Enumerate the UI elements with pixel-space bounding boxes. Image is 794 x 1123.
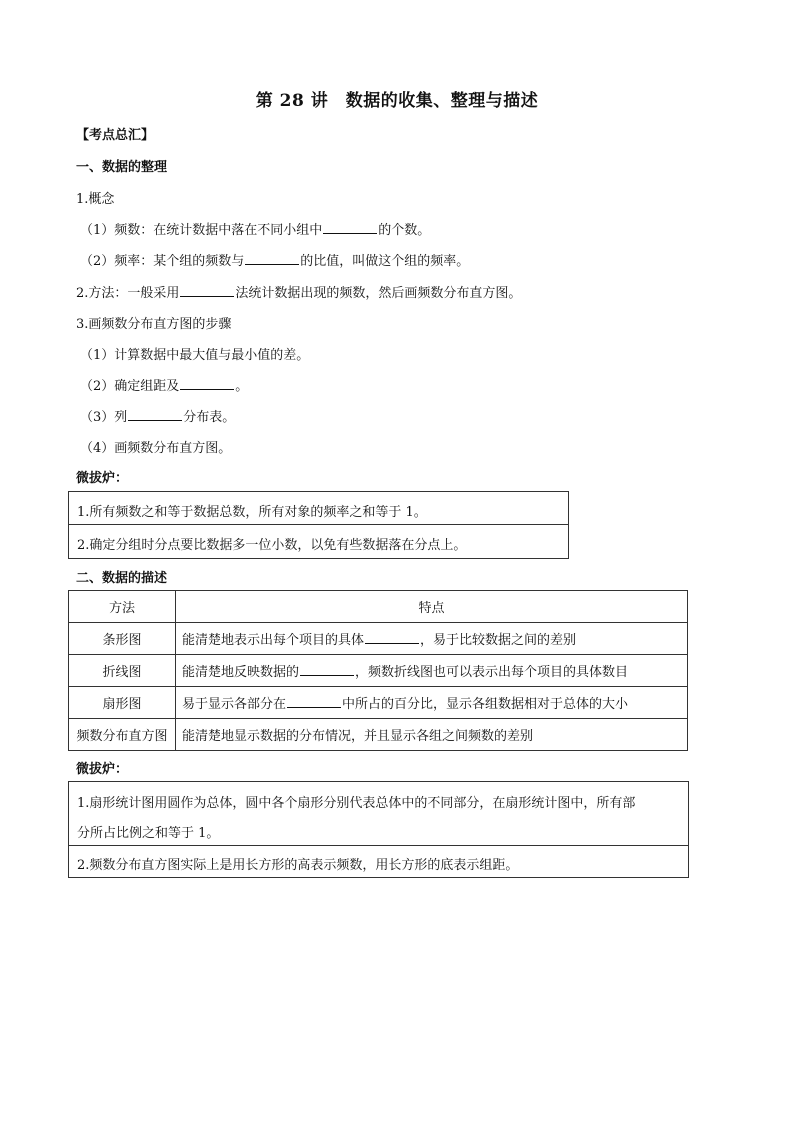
method-line [76, 282, 521, 301]
summary-header: 【考点总汇】 [76, 128, 155, 143]
feature-text: 能清楚地反映数据的 [182, 665, 300, 680]
fill-blank [287, 706, 341, 708]
feature-text: 能清楚地表示出每个项目的具体 [182, 633, 365, 648]
step-3-tail: 分布表。 [183, 410, 236, 425]
freq-definition-tail: 的个数。 [378, 223, 431, 238]
table-cell-method: 条形图 [69, 623, 176, 655]
method-tail: 法统计数据出现的频数，然后画频数分布直方图。 [235, 286, 522, 301]
tip2-item1-line1: 1.扇形统计图用圆作为总体，圆中各个扇形分别代表总体中的不同部分，在扇形统计图中，所有部 [77, 796, 636, 811]
steps-label: 3.画频数分布直方图的步骤 [76, 317, 232, 332]
fill-blank [128, 419, 182, 421]
fill-blank [180, 295, 234, 297]
step-2-text: （2）确定组距及 [80, 379, 180, 394]
table-row [69, 687, 688, 719]
table-header-feature: 特点 [176, 591, 688, 623]
page-title: 第 28 讲 数据的收集、整理与描述 [255, 91, 539, 111]
freq-definition [80, 219, 430, 238]
step-2 [80, 375, 248, 394]
concept-label: 1.概念 [76, 192, 115, 207]
table-row [69, 623, 688, 655]
tip2-box [68, 781, 689, 878]
table-cell-feature [176, 687, 688, 719]
table-cell-method: 折线图 [69, 655, 176, 687]
tip2-label: 微拔炉： [76, 762, 129, 777]
rate-definition-text: （2）频率：某个组的频数与 [80, 254, 245, 269]
fill-blank [245, 263, 299, 265]
feature-tail: ，易于比较数据之间的差别 [420, 633, 577, 648]
table-cell-feature [176, 623, 688, 655]
table-cell-feature [176, 655, 688, 687]
fill-blank [180, 388, 234, 390]
method-text: 2.方法：一般采用 [76, 286, 180, 301]
table-cell-feature: 能清楚地显示数据的分布情况，并且显示各组之间频数的差别 [176, 719, 688, 751]
step-4: （4）画频数分布直方图。 [80, 441, 232, 456]
rate-definition [80, 250, 469, 269]
tip1-item: 1.所有频数之和等于数据总数，所有对象的频率之和等于 1。 [77, 505, 427, 520]
table-header-row [69, 591, 688, 623]
feature-text: 易于显示各部分在 [182, 697, 287, 712]
tip2-divider [69, 845, 688, 846]
tip1-item: 2.确定分组时分点要比数据多一位小数，以免有些数据落在分点上。 [77, 538, 467, 553]
fill-blank [300, 674, 354, 676]
table-row [69, 719, 688, 751]
rate-definition-tail: 的比值，叫做这个组的频率。 [300, 254, 470, 269]
step-3-text: （3）列 [80, 410, 128, 425]
freq-definition-text: （1）频数：在统计数据中落在不同小组中 [80, 223, 323, 238]
fill-blank [365, 642, 419, 644]
section1-heading: 一、数据的整理 [76, 160, 168, 175]
table-header-method: 方法 [69, 591, 176, 623]
tip1-box [68, 491, 569, 559]
table-cell-method: 频数分布直方图 [69, 719, 176, 751]
feature-tail: 中所占的百分比，显示各组数据相对于总体的大小 [342, 697, 629, 712]
step-3 [80, 406, 235, 425]
section2-heading: 二、数据的描述 [76, 571, 168, 586]
fill-blank [323, 232, 377, 234]
step-2-tail: 。 [235, 379, 249, 394]
tip1-label: 微拔炉： [76, 471, 129, 486]
table-cell-method: 扇形图 [69, 687, 176, 719]
feature-tail: ，频数折线图也可以表示出每个项目的具体数目 [355, 665, 629, 680]
description-table [68, 590, 688, 751]
tip2-item2: 2.频数分布直方图实际上是用长方形的高表示频数，用长方形的底表示组距。 [77, 858, 519, 873]
step-1: （1）计算数据中最大值与最小值的差。 [80, 348, 310, 363]
tip1-divider [69, 524, 568, 525]
table-row [69, 655, 688, 687]
tip2-item1-line2: 分所占比例之和等于 1。 [77, 826, 220, 841]
